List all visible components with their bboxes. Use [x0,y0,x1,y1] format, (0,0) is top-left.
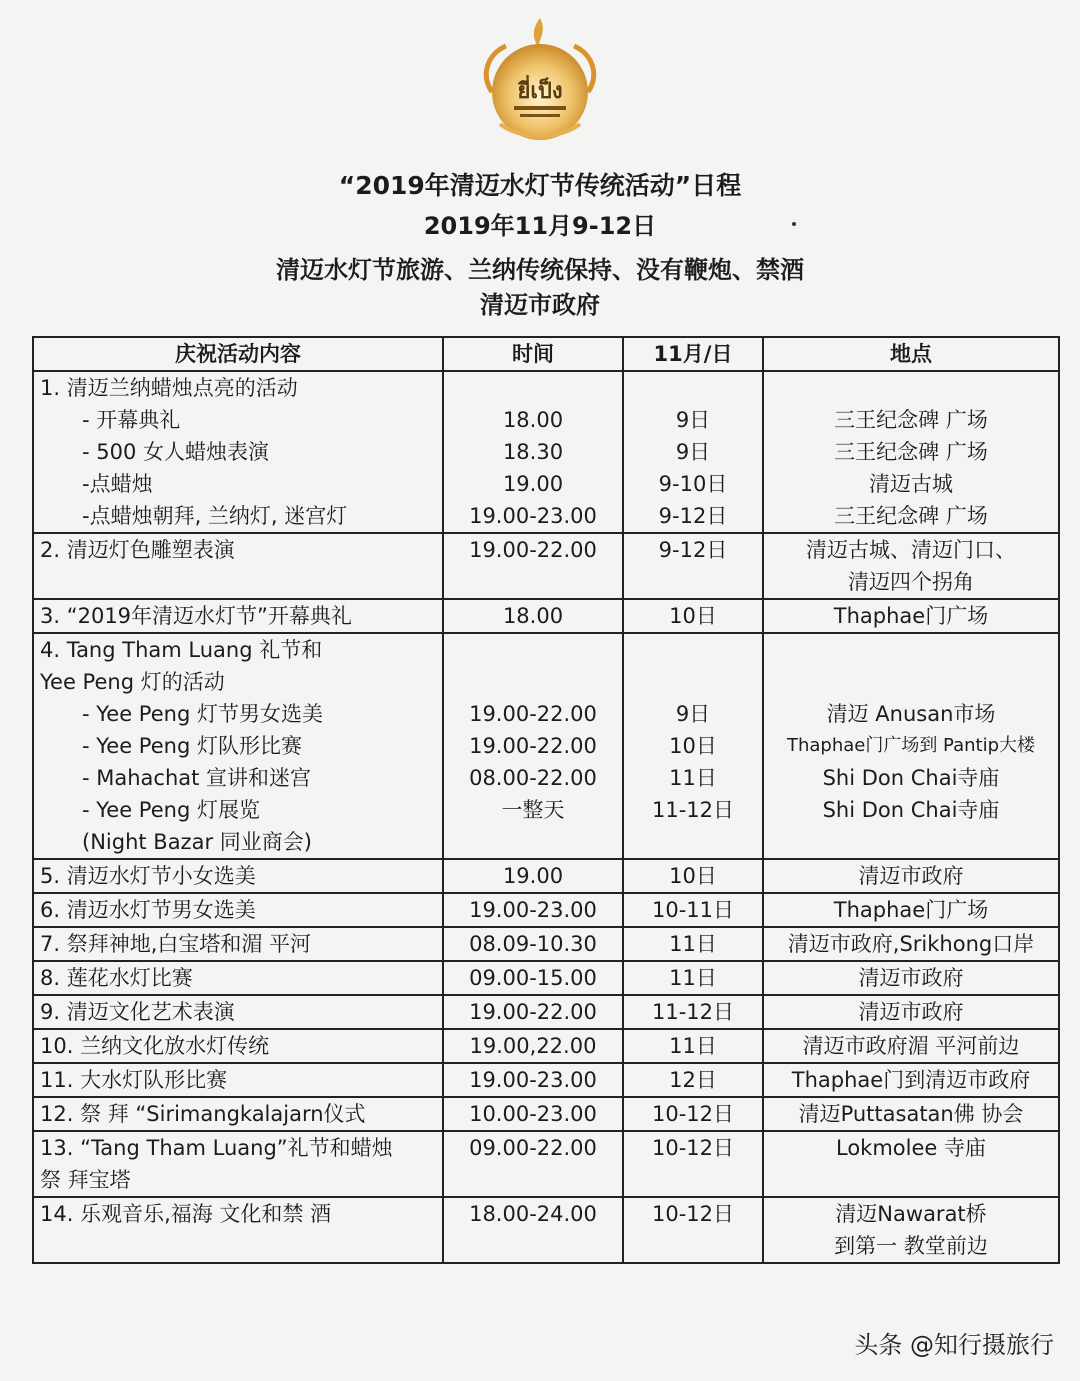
place-line: 到第一 教堂前边 [834,1234,988,1258]
header-place: 地点 [763,337,1059,371]
place-line [770,634,1052,666]
cell-activity [33,1197,443,1263]
activity-line: 5. 清迈水灯节小女选美 [40,864,256,888]
cell-place [763,961,1059,995]
table-row [33,927,1059,961]
activity-line: 4. Tang Tham Luang 礼节和 [40,638,323,662]
place-line: 清迈市政府 [858,966,964,990]
cell-day [623,1197,763,1263]
place-line: 清迈古城、清迈门口、 [806,538,1016,562]
activity-line: -点蜡烛 [82,472,153,496]
time-line: 一整天 [501,798,565,822]
activity-line: 3. “2019年清迈水灯节”开幕典礼 [40,604,352,628]
cell-day [623,961,763,995]
cell-time [443,1197,623,1263]
activity-line: 13. “Tang Tham Luang”礼节和蜡烛 [40,1136,393,1160]
place-line: Lokmolee 寺庙 [836,1136,986,1160]
activity-line: 祭 拜宝塔 [40,1168,131,1192]
cell-place [763,1063,1059,1097]
day-line: 12日 [669,1068,717,1092]
time-line: 18.30 [502,440,564,464]
cell-time [443,599,623,633]
cell-time [443,995,623,1029]
place-line: 清迈市政府,Srikhong口岸 [787,932,1035,956]
place-line: 清迈Nawarat桥 [835,1202,987,1226]
day-line: 11-12日 [651,1000,735,1024]
table-row [33,995,1059,1029]
time-line: 09.00-22.00 [469,1136,597,1160]
watermark: 头条 @知行摄旅行 [854,1331,1054,1359]
place-line: 清迈 Anusan市场 [826,702,996,726]
cell-day [623,1029,763,1063]
cell-activity [33,533,443,599]
cell-day [623,633,763,859]
time-line: 19.00-22.00 [469,1000,597,1024]
cell-time [443,371,623,533]
time-line: 19.00-23.00 [469,898,597,922]
cell-place [763,893,1059,927]
activity-line: - Yee Peng 灯展览 [82,798,260,822]
header-time: 时间 [443,337,623,371]
place-line: 三王纪念碑 广场 [834,440,988,464]
cell-day [623,599,763,633]
activity-line: 1. 清迈兰纳蜡烛点亮的活动 [40,376,298,400]
day-line: 10-12日 [651,1102,735,1126]
table-row [33,1131,1059,1197]
place-line: 清迈市政府湄 平河前边 [802,1034,1020,1058]
activity-line: 2. 清迈灯色雕塑表演 [40,538,235,562]
cell-time [443,859,623,893]
day-line: 11日 [669,932,717,956]
day-line: 11日 [669,766,717,790]
day-line: 10-12日 [651,1202,735,1226]
cell-activity [33,961,443,995]
time-line [450,634,616,666]
place-line: 三王纪念碑 广场 [834,408,988,432]
cell-day [623,1063,763,1097]
day-line: 10日 [669,734,717,758]
cell-time [443,533,623,599]
cell-place [763,1029,1059,1063]
schedule-date: 2019年11月9-12日 [423,212,657,240]
stray-dot [792,222,796,226]
day-line: 9-12日 [658,538,728,562]
time-line: 09.00-15.00 [469,966,597,990]
activity-line: -点蜡烛朝拜, 兰纳灯, 迷宫灯 [82,504,348,528]
table-row [33,371,1059,533]
place-line: 清迈四个拐角 [848,570,974,594]
time-line: 08.09-10.30 [469,932,597,956]
time-line: 19.00-22.00 [469,734,597,758]
cell-time [443,927,623,961]
cell-time [443,633,623,859]
cell-place [763,1097,1059,1131]
activity-line: 9. 清迈文化艺术表演 [40,1000,235,1024]
table-header-row [33,337,1059,371]
cell-place [763,633,1059,859]
activity-line: 11. 大水灯队形比赛 [40,1068,228,1092]
cell-time [443,1097,623,1131]
schedule-title: “2019年清迈水灯节传统活动”日程 [338,171,742,200]
time-line: 19.00-22.00 [469,538,597,562]
cell-activity [33,927,443,961]
header-activity: 庆祝活动内容 [33,337,443,371]
day-line [630,634,756,666]
cell-activity [33,995,443,1029]
day-line: 9-10日 [658,472,728,496]
table-row [33,1029,1059,1063]
time-line: 19.00,22.00 [469,1034,597,1058]
day-line: 9日 [675,702,711,726]
day-line: 10-12日 [651,1136,735,1160]
time-line: 18.00 [502,604,564,628]
cell-day [623,859,763,893]
cell-day [623,1097,763,1131]
activity-line: - Yee Peng 灯节男女选美 [82,702,323,726]
activity-line: 14. 乐观音乐,福海 文化和禁 酒 [40,1202,332,1226]
place-line: Thaphae门广场 [833,604,989,628]
activity-line [40,1230,436,1262]
place-line: 清迈市政府 [858,1000,964,1024]
time-line: 10.00-23.00 [469,1102,597,1126]
cell-activity [33,859,443,893]
place-line: Thaphae门广场 [833,898,989,922]
day-line: 9日 [675,408,711,432]
activity-line: 12. 祭 拜 “Sirimangkalajarn仪式 [40,1102,366,1126]
cell-day [623,533,763,599]
place-line: 三王纪念碑 广场 [834,504,988,528]
table-row [33,961,1059,995]
cell-place [763,371,1059,533]
table-row [33,533,1059,599]
header-day: 11月/日 [623,337,763,371]
cell-day [623,927,763,961]
time-line [450,372,616,404]
cell-day [623,995,763,1029]
activity-line: 10. 兰纳文化放水灯传统 [40,1034,270,1058]
place-line: 清迈Puttasatan佛 协会 [798,1102,1024,1126]
table-row [33,859,1059,893]
time-line: 08.00-22.00 [469,766,597,790]
time-line: 19.00-22.00 [469,702,597,726]
activity-line: Yee Peng 灯的活动 [40,670,225,694]
cell-day [623,893,763,927]
table-row [33,1197,1059,1263]
time-line: 19.00 [502,472,564,496]
place-line [770,666,1052,698]
time-line: 18.00 [502,408,564,432]
cell-place [763,533,1059,599]
time-line: 19.00-23.00 [469,504,597,528]
activity-line: 6. 清迈水灯节男女选美 [40,898,256,922]
place-line: Shi Don Chai寺庙 [822,766,1000,790]
table-row [33,633,1059,859]
schedule-organizer: 清迈市政府 [480,291,600,319]
activity-line: - 500 女人蜡烛表演 [82,440,270,464]
day-line: 11日 [669,1034,717,1058]
activity-line: - 开幕典礼 [82,408,181,432]
cell-activity [33,1063,443,1097]
place-line: 清迈古城 [869,472,953,496]
cell-time [443,1131,623,1197]
schedule-table [32,336,1060,1264]
day-line [630,372,756,404]
day-line: 10日 [669,604,717,628]
cell-time [443,1029,623,1063]
cell-activity [33,1097,443,1131]
cell-activity [33,633,443,859]
table-row [33,1097,1059,1131]
day-line: 11日 [669,966,717,990]
activity-line: - Yee Peng 灯队形比赛 [82,734,302,758]
activity-line: 7. 祭拜神地,白宝塔和湄 平河 [40,932,312,956]
day-line: 9-12日 [658,504,728,528]
cell-place [763,995,1059,1029]
cell-day [623,1131,763,1197]
place-line: Shi Don Chai寺庙 [822,798,1000,822]
cell-place [763,1131,1059,1197]
activity-line: - Mahachat 宣讲和迷宫 [82,766,312,790]
place-line: Thaphae门广场到 Pantip大楼 [786,735,1036,756]
table-row [33,893,1059,927]
day-line: 10日 [669,864,717,888]
time-line: 18.00-24.00 [469,1202,597,1226]
cell-day [623,371,763,533]
table-row [33,1063,1059,1097]
cell-time [443,893,623,927]
cell-activity [33,371,443,533]
schedule-subtitle: 清迈水灯节旅游、兰纳传统保持、没有鞭炮、禁酒 [276,256,804,284]
place-line: 清迈市政府 [858,864,964,888]
cell-place [763,927,1059,961]
day-line: 9日 [675,440,711,464]
time-line [450,666,616,698]
place-line [770,372,1052,404]
time-line: 19.00-23.00 [469,1068,597,1092]
activity-line: 8. 莲花水灯比赛 [40,966,193,990]
time-line: 19.00 [502,864,564,888]
day-line [630,666,756,698]
cell-place [763,859,1059,893]
day-line: 10-11日 [651,898,735,922]
table-row [33,599,1059,633]
yee-peng-logo [470,14,610,144]
cell-activity [33,1029,443,1063]
day-line: 11-12日 [651,798,735,822]
cell-activity [33,599,443,633]
cell-place [763,599,1059,633]
svg-text:ยี่เป็ง: ยี่เป็ง [517,79,563,104]
place-line: Thaphae门到清迈市政府 [791,1068,1031,1092]
cell-place [763,1197,1059,1263]
activity-line [40,566,436,598]
cell-time [443,961,623,995]
activity-line: (Night Bazar 同业商会) [82,830,312,854]
cell-time [443,1063,623,1097]
cell-activity [33,1131,443,1197]
cell-activity [33,893,443,927]
